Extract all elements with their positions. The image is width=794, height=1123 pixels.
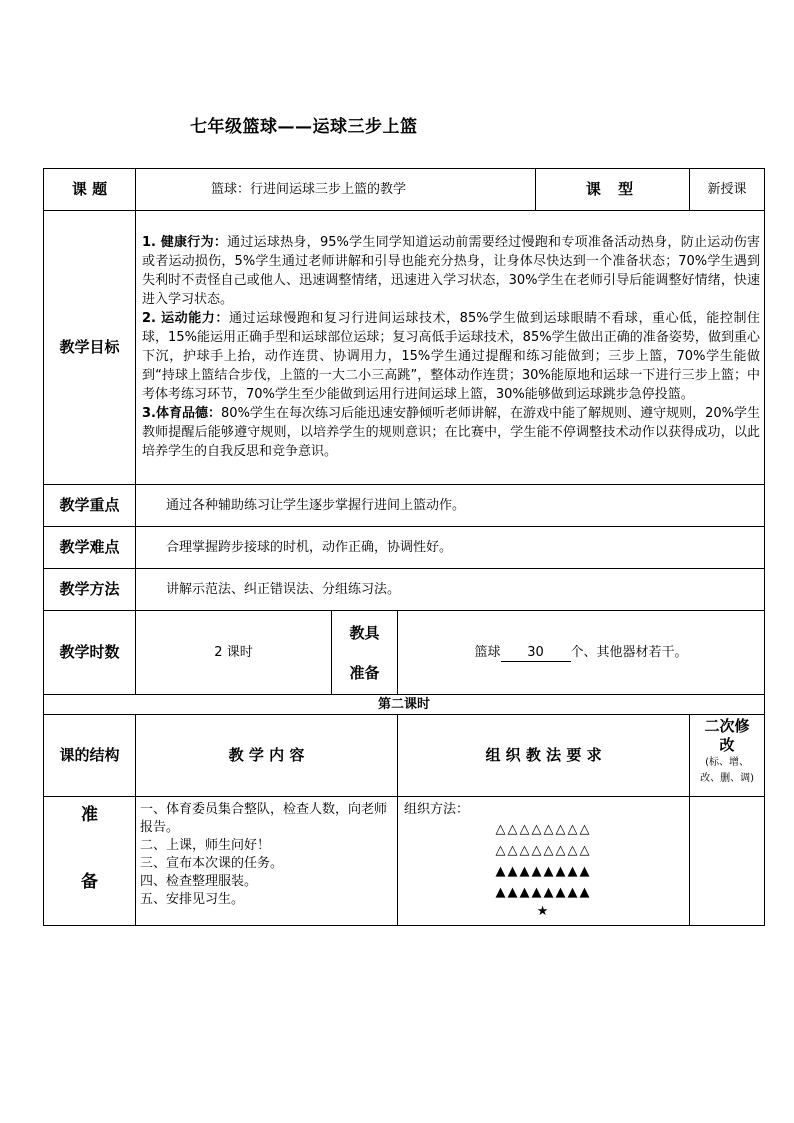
structure-header-col1: 课的结构 bbox=[44, 715, 136, 797]
formation-row: ▲▲▲▲▲▲▲▲ bbox=[495, 864, 592, 879]
method-value: 讲解示范法、纠正错误法、分组练习法。 bbox=[136, 569, 765, 611]
equipment-count: 30 bbox=[501, 644, 571, 662]
hours-value: 2 课时 bbox=[136, 611, 332, 695]
method-label: 教学方法 bbox=[44, 569, 136, 611]
difficulty-label: 教学难点 bbox=[44, 527, 136, 569]
equipment-label: 教具 准备 bbox=[332, 611, 398, 695]
lesson-plan-table bbox=[43, 168, 765, 926]
document-title: 七年级篮球——运球三步上篮 bbox=[190, 117, 418, 137]
list-item: 四、检查整理服装。 bbox=[140, 874, 258, 889]
prep-organization bbox=[398, 797, 690, 926]
org-label: 组织方法： bbox=[404, 802, 470, 817]
key-point-value: 通过各种辅助练习让学生逐步掌握行进间上篮动作。 bbox=[136, 485, 765, 527]
formation-row: △△△△△△△△ bbox=[495, 822, 592, 837]
prep-content bbox=[136, 797, 398, 926]
formation-teacher-star: ★ bbox=[536, 904, 551, 919]
prep-label: 准 备 bbox=[44, 797, 136, 926]
formation-row: ▲▲▲▲▲▲▲▲ bbox=[495, 885, 592, 900]
goals-label: 教学目标 bbox=[44, 211, 136, 485]
key-point-label: 教学重点 bbox=[44, 485, 136, 527]
equipment-value: 篮球 30 个、其他器材若干。 bbox=[398, 611, 765, 695]
goal-item: 1. 健康行为：通过运球热身，95%学生同学知道运动前需要经过慢跑和专项准备活动热身，防止运动伤害或者运动损伤，5%学生通过老师讲解和引导也能充分热身，让身体尽快达到一个准备状态；70%学生遇到失利时不责怪自己或他人、迅速调整情绪，迅速进入学习状态，30%学生在老师引导后能调整好情绪，快速进入学习状态。 bbox=[142, 235, 761, 307]
goal-item: 2. 运动能力：通过运球慢跑和复习行进间运球技术，85%学生做到运球眼睛不看球，重心低，能控制住球，15%能运用正确手型和运球部位运球；复习高低手运球技术，85%学生做出正确的准备姿势，做到重心下沉，护球手上抬，动作连贯、协调用力，15%学生通过提醒和练习能做到；三步上篮，70%学生能做到“持球上篮结合步伐，上篮的一大二小三高跳”，整体动作连贯；30%能原地和运球一下进行三步上篮；中考体考练习环节，70%学生至少能做到运用行进间运球上篮，30%能够做到运球跳步急停投篮。 bbox=[142, 311, 761, 402]
structure-header-col3: 组 织 教 法 要 求 bbox=[398, 715, 690, 797]
goal-item: 3.体育品德：80%学生在每次练习后能迅速安静倾听老师讲解，在游戏中能了解规则、遵守规则，20%学生教师提醒后能够遵守规则，以培养学生的规则意识；在比赛中，学生能不停调整技术动作以获得成功，以此培养学生的自我反思和竞争意识。 bbox=[142, 406, 761, 459]
section-title: 第二课时 bbox=[44, 695, 765, 715]
structure-header-col4: 二次修 改 (标、增、 改、删、调) bbox=[690, 715, 765, 797]
prep-revision bbox=[690, 797, 765, 926]
subject-label: 课 题 bbox=[44, 169, 136, 211]
type-value: 新授课 bbox=[690, 169, 765, 211]
list-item: 五、安排见习生。 bbox=[140, 892, 245, 907]
list-item: 一、体育委员集合整队，检查人数，向老师报告。 bbox=[140, 802, 388, 835]
type-label: 课 型 bbox=[536, 169, 690, 211]
hours-label: 教学时数 bbox=[44, 611, 136, 695]
structure-header-col2: 教 学 内 容 bbox=[136, 715, 398, 797]
formation-row: △△△△△△△△ bbox=[495, 843, 592, 858]
difficulty-value: 合理掌握跨步接球的时机，动作正确，协调性好。 bbox=[136, 527, 765, 569]
list-item: 三、宣布本次课的任务。 bbox=[140, 856, 284, 871]
subject-value: 篮球：行进间运球三步上篮的教学 bbox=[136, 169, 536, 211]
list-item: 二、上课，师生问好！ bbox=[140, 838, 271, 853]
goals-content bbox=[136, 211, 765, 485]
